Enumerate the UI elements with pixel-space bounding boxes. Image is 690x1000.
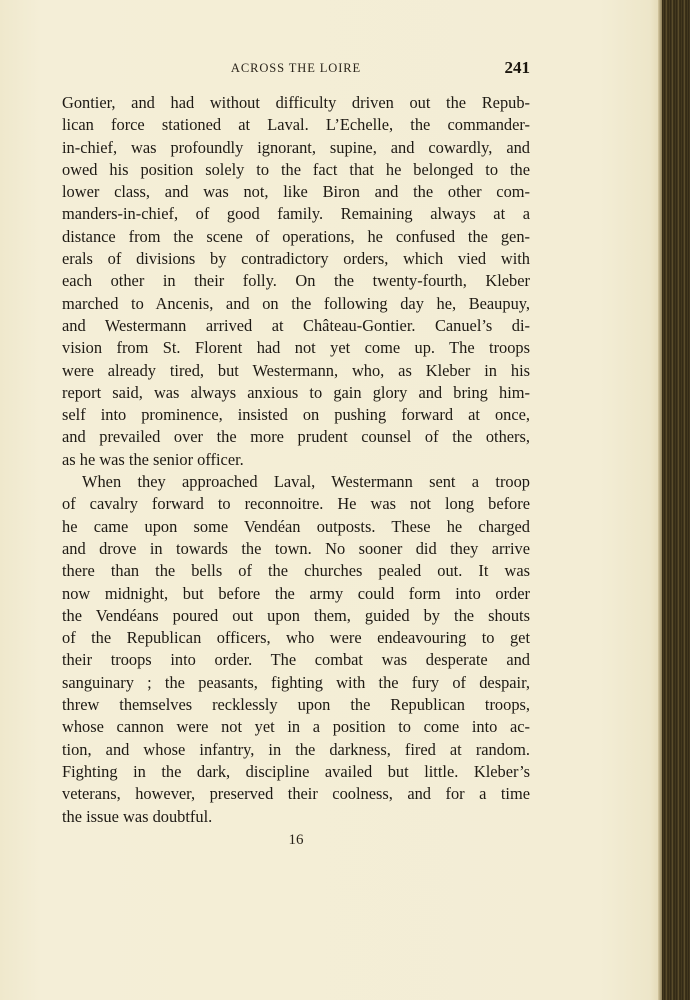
paragraph-2 (62, 471, 530, 828)
body-text (62, 92, 530, 828)
text-line: lican force stationed at Laval. L’Echelle, the commander- (62, 115, 530, 135)
text-line: erals of divisions by contradictory orders, which vied with (62, 249, 530, 269)
text-line: sanguinary ; the peasants, fighting with the fury of despair, (62, 672, 530, 692)
text-line: the issue was doubtful. (62, 806, 213, 826)
text-line: report said, was always anxious to gain glory and bring him- (62, 382, 530, 402)
book-spine (662, 0, 690, 1000)
text-line: and Westermann arrived at Château-Gontier. Canuel’s di- (62, 315, 530, 335)
text-line: and prevailed over the more prudent counsel of the others, (62, 427, 530, 447)
text-line: of the Republican officers, who were endeavouring to get (62, 628, 530, 648)
text-line: self into prominence, insisted on pushing forward at once, (62, 405, 530, 425)
text-line: manders-in-chief, of good family. Remaining always at a (62, 204, 530, 224)
page-number: 241 (504, 58, 530, 77)
text-line: in-chief, was profoundly ignorant, supine, and cowardly, and (62, 137, 530, 157)
text-line: veterans, however, preserved their coolness, and for a time (62, 784, 530, 804)
text-line: whose cannon were not yet in a position to come into ac- (62, 717, 530, 737)
text-line: their troops into order. The combat was desperate and (62, 650, 530, 670)
text-line: as he was the senior officer. (62, 449, 244, 469)
text-line: each other in their folly. On the twenty-fourth, Kleber (62, 271, 530, 291)
text-line: Fighting in the dark, discipline availed but little. Kleber’s (62, 761, 530, 781)
text-line: owed his position solely to the fact that he belonged to the (62, 159, 530, 179)
text-line: When they approached Laval, Westermann sent a troop (82, 472, 530, 492)
text-line: lower class, and was not, like Biron and the other com- (62, 182, 530, 202)
text-line: Gontier, and had without difficulty driven out the Repub- (62, 93, 530, 112)
text-line: he came upon some Vendéan outposts. These he charged (62, 516, 530, 536)
text-line: and drove in towards the town. No sooner did they arrive (62, 538, 530, 558)
page-header (62, 58, 530, 80)
paragraph-1 (62, 92, 530, 471)
text-line: vision from St. Florent had not yet come up. The troops (62, 338, 530, 358)
text-line: the Vendéans poured out upon them, guided by the shouts (62, 605, 530, 625)
text-line: tion, and whose infantry, in the darkness, fired at random. (62, 739, 530, 759)
text-line: there than the bells of the churches pealed out. It was (62, 561, 530, 581)
text-line: were already tired, but Westermann, who, as Kleber in his (62, 360, 530, 380)
text-line: marched to Ancenis, and on the following day he, Beaupuy, (62, 293, 530, 313)
signature-mark: 16 (288, 832, 304, 848)
running-title: ACROSS THE LOIRE (230, 61, 362, 75)
text-line: threw themselves recklessly upon the Republican troops, (62, 695, 530, 715)
text-line: of cavalry forward to reconnoitre. He was not long before (62, 494, 530, 514)
text-line: distance from the scene of operations, he confused the gen- (62, 226, 530, 246)
text-line: now midnight, but before the army could form into order (62, 583, 530, 603)
